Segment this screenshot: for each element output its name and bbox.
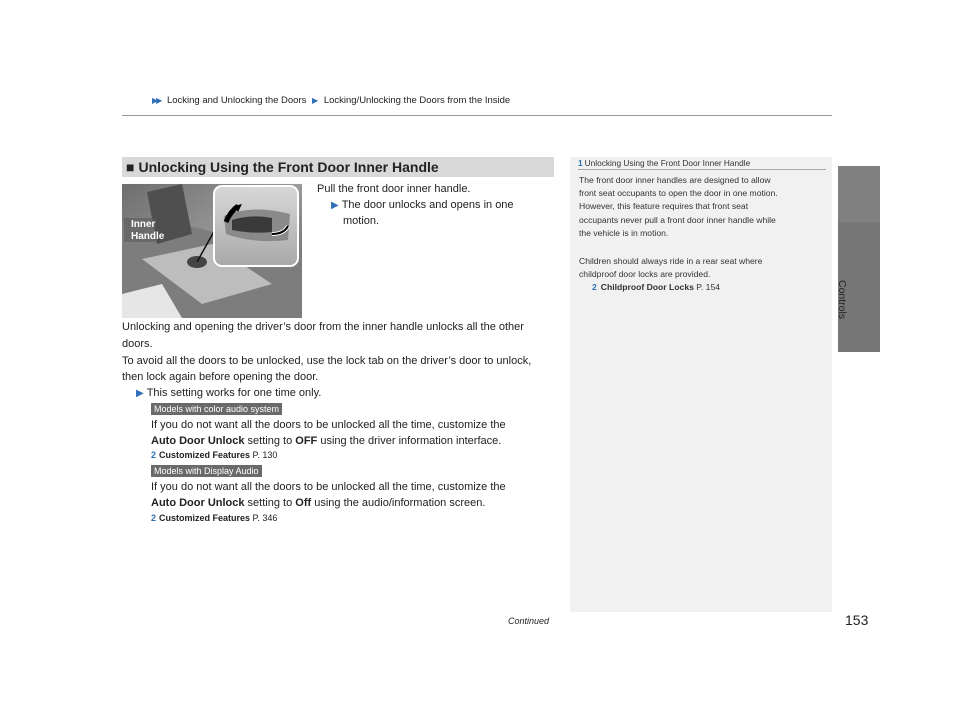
breadcrumb [152,95,510,106]
step-1: Pull the front door inner handle. [317,183,471,195]
double-arrow-icon: ▶▶ [152,96,161,105]
childproof-door-locks-link[interactable]: 2 Childproof Door Locks P. 154 [592,282,721,292]
model-badge-color-audio: Models with color audio system [151,403,282,415]
variant-1-line-1: If you do not want all the doors to be unlocked all the time, customize the [151,419,506,431]
image-callout-label: Inner Handle [131,219,165,242]
customized-features-link-1[interactable]: 2 Customized Features P. 130 [151,450,278,460]
header-rule [122,115,832,116]
variant-2-line-1: If you do not want all the doors to be unlocked all the time, customize the [151,481,506,493]
breadcrumb-part-2[interactable]: Locking/Unlocking the Doors from the Inside [323,95,511,106]
side-tab-label: Controls [836,280,848,320]
page-number: 153 [845,612,869,628]
reference-icon: 2 [151,513,157,523]
side-note-title: 1 Unlocking Using the Front Door Inner Handle [578,158,751,168]
step-1-result-cont: motion. [343,215,380,227]
paragraph-1-line-2: doors. [122,338,153,350]
section-heading [122,157,554,177]
paragraph-1-line-1: Unlocking and opening the driver’s door from the inner handle unlocks all the other [122,321,524,333]
section-title: Unlocking Using the Front Door Inner Handle [138,159,439,175]
customized-features-link-2[interactable]: 2 Customized Features P. 346 [151,513,278,523]
paragraph-2-result: ▶ This setting works for one time only. [136,387,322,399]
breadcrumb-part-1[interactable]: Locking and Unlocking the Doors [166,95,307,106]
note-icon: 1 [578,158,583,168]
reference-icon: 2 [151,450,157,460]
side-tab-top [838,166,880,222]
model-badge-display-audio: Models with Display Audio [151,465,262,477]
arrow-icon: ▶ [312,96,319,105]
step-1-result: ▶ The door unlocks and opens in one [331,199,514,211]
side-note-paragraph-1: The front door inner handles are designed to allow front seat occupants to open the door in one motion. However, this feature requires that front seat occupants never pull a front door inner handle while the vehicle is in motion. [579,175,778,238]
result-arrow-icon: ▶ [331,200,339,211]
door-handle-illustration [122,184,302,318]
result-arrow-icon: ▶ [136,388,144,399]
continued-label: Continued [508,616,550,626]
reference-icon: 2 [592,282,597,292]
side-note-paragraph-2: Children should always ride in a rear seat where childproof door locks are provided. [579,256,763,280]
side-note-rule [578,169,826,170]
paragraph-2-line-1: To avoid all the doors to be unlocked, use the lock tab on the driver’s door to unlock, [122,355,532,367]
paragraph-2-line-2: then lock again before opening the door. [122,371,319,383]
section-marker: ■ [126,159,135,175]
variant-1-line-2: Auto Door Unlock setting to OFF using the driver information interface. [151,435,502,447]
variant-2-line-2: Auto Door Unlock setting to Off using the audio/information screen. [151,497,486,509]
